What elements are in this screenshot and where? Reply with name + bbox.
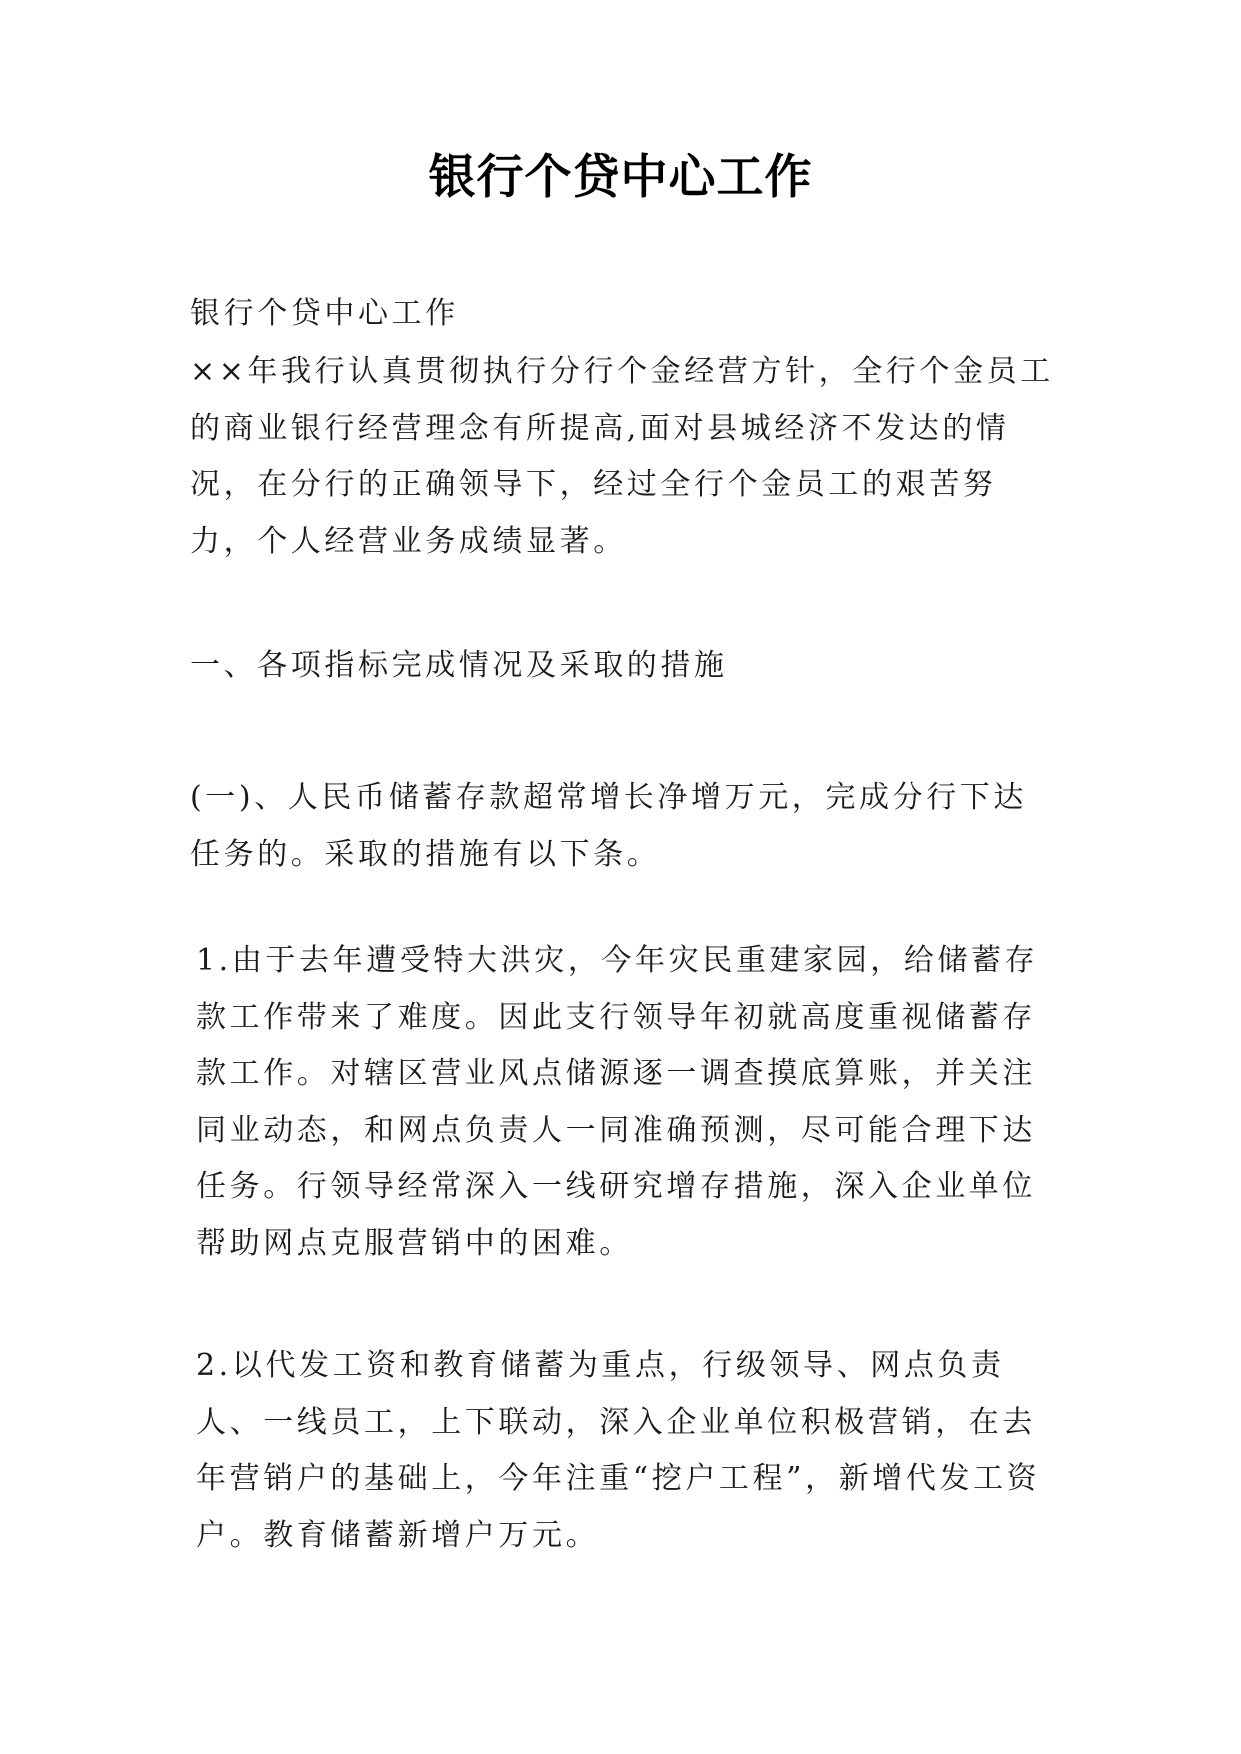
intro-paragraph: ××年我行认真贯彻执行分行个金经营方针，全行个金员工的商业银行经营理念有所提高,面对县城经济不发达的情况，在分行的正确领导下，经过全行个金员工的艰苦努力，个人经营业务成绩显著。 [190, 354, 1054, 559]
section-heading: 一、各项指标完成情况及采取的措施 [190, 648, 728, 683]
numbered-paragraph-1: 1.由于去年遭受特大洪灾，今年灾民重建家园，给储蓄存款工作带来了难度。因此支行领导年初就高度重视储蓄存款工作。对辖区营业风点储源逐一调查摸底算账，并关注同业动态，和网点负责人一同准确预测，尽可能合理下达任务。行领导经常深入一线研究增存措施，深入企业单位帮助网点克服营销中的困难。 [196, 943, 1039, 1261]
document-title: 银行个贷中心工作 [428, 150, 813, 205]
document-subtitle: 银行个贷中心工作 [190, 296, 459, 331]
numbered-paragraph-2: 2.以代发工资和教育储蓄为重点，行级领导、网点负责人、一线员工，上下联动，深入企业单位积极营销，在去年营销户的基础上，今年注重“挖户工程”，新增代发工资户。教育储蓄新增户万元。 [196, 1348, 1041, 1553]
subsection-paragraph: (一)、人民币储蓄存款超常增长净增万元，完成分行下达任务的。采取的措施有以下条。 [190, 780, 1028, 872]
